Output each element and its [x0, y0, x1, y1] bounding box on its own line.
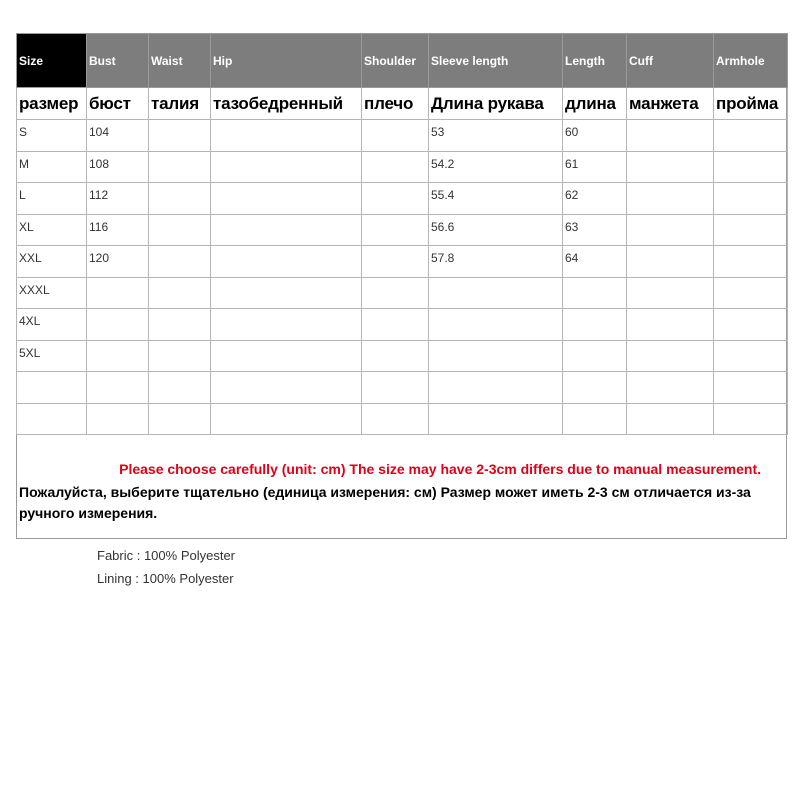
fabric-line: Fabric : 100% Polyester [97, 548, 236, 563]
measurement-cell [211, 120, 362, 152]
measurement-cell [714, 183, 788, 215]
column-header: Size [17, 34, 87, 88]
measurement-cell [563, 309, 627, 341]
measurement-cell: 54.2 [429, 151, 563, 183]
measurement-cell [627, 277, 714, 309]
column-header: Length [563, 34, 627, 88]
measurement-cell [362, 214, 429, 246]
table-row [17, 246, 788, 278]
column-header-ru: пройма [714, 88, 788, 120]
measurement-cell [714, 372, 788, 404]
measurement-cell [149, 183, 211, 215]
measurement-cell [714, 277, 788, 309]
measurement-cell [87, 372, 149, 404]
measurement-cell [211, 214, 362, 246]
measurement-cell [149, 340, 211, 372]
measurement-cell: 61 [563, 151, 627, 183]
measurement-cell [87, 309, 149, 341]
size-cell: XXL [17, 246, 87, 278]
table-row [17, 214, 788, 246]
measurement-cell: 53 [429, 120, 563, 152]
measurement-cell [429, 403, 563, 435]
measurement-cell [211, 372, 362, 404]
column-header-ru: бюст [87, 88, 149, 120]
size-cell: XL [17, 214, 87, 246]
measurement-cell: 120 [87, 246, 149, 278]
measurement-cell [429, 277, 563, 309]
column-header-ru: плечо [362, 88, 429, 120]
measurement-cell [627, 120, 714, 152]
measurement-cell [211, 183, 362, 215]
size-cell: M [17, 151, 87, 183]
measurement-cell [714, 246, 788, 278]
table-row [17, 340, 788, 372]
measurement-cell: 62 [563, 183, 627, 215]
measurement-cell: 116 [87, 214, 149, 246]
column-header: Armhole [714, 34, 788, 88]
measurement-cell: 60 [563, 120, 627, 152]
measurement-cell [714, 151, 788, 183]
column-header-ru: манжета [627, 88, 714, 120]
measurement-cell [714, 309, 788, 341]
measurement-cell: 108 [87, 151, 149, 183]
measurement-cell [429, 372, 563, 404]
column-header: Hip [211, 34, 362, 88]
measurement-cell [627, 151, 714, 183]
measurement-cell [714, 403, 788, 435]
measurement-cell [211, 151, 362, 183]
measurement-cell [149, 277, 211, 309]
measurement-cell: 64 [563, 246, 627, 278]
measurement-cell [149, 151, 211, 183]
lining-line: Lining : 100% Polyester [97, 571, 234, 586]
table-row [17, 277, 788, 309]
table-row [17, 183, 788, 215]
column-header-ru: тазобедренный [211, 88, 362, 120]
size-cell: 4XL [17, 309, 87, 341]
measurement-cell [627, 340, 714, 372]
measurement-cell [149, 372, 211, 404]
measurement-cell [714, 340, 788, 372]
measurement-cell [211, 403, 362, 435]
measurement-cell [87, 340, 149, 372]
measurement-cell [563, 277, 627, 309]
measurement-cell [714, 120, 788, 152]
column-header-ru: длина [563, 88, 627, 120]
column-header: Sleeve length [429, 34, 563, 88]
note-english: Please choose carefully (unit: cm) The size may have 2-3cm differs due to manual measurement. [119, 461, 761, 477]
measurement-cell [627, 372, 714, 404]
measurement-cell [627, 246, 714, 278]
table-row [17, 403, 788, 435]
measurement-cell: 112 [87, 183, 149, 215]
measurement-cell [362, 309, 429, 341]
size-table [16, 33, 788, 435]
measurement-cell: 55.4 [429, 183, 563, 215]
measurement-cell [211, 277, 362, 309]
measurement-cell [563, 340, 627, 372]
table-row [17, 309, 788, 341]
measurement-cell [149, 246, 211, 278]
measurement-cell [149, 120, 211, 152]
measurement-cell [362, 340, 429, 372]
measurement-cell [362, 372, 429, 404]
note-russian: Пожалуйста, выберите тщательно (единица измерения: см) Размер может иметь 2-3 см отличается из-за ручного измерения. [19, 484, 751, 521]
measurement-cell [714, 214, 788, 246]
column-header-ru: талия [149, 88, 211, 120]
measurement-cell [211, 246, 362, 278]
size-cell [17, 372, 87, 404]
measurement-cell [627, 309, 714, 341]
measurement-notes [17, 445, 786, 524]
measurement-cell [87, 277, 149, 309]
size-chart [16, 33, 787, 539]
table-row [17, 372, 788, 404]
measurement-cell [149, 309, 211, 341]
measurement-cell [563, 372, 627, 404]
measurement-cell [627, 403, 714, 435]
measurement-cell [362, 246, 429, 278]
size-cell [17, 403, 87, 435]
measurement-cell: 56.6 [429, 214, 563, 246]
fabric-info [97, 544, 235, 590]
column-header: Bust [87, 34, 149, 88]
measurement-cell [627, 183, 714, 215]
column-header-ru: Длина рукава [429, 88, 563, 120]
measurement-cell [429, 340, 563, 372]
size-cell: 5XL [17, 340, 87, 372]
measurement-cell [429, 309, 563, 341]
measurement-cell [362, 277, 429, 309]
measurement-cell [211, 309, 362, 341]
measurement-cell: 104 [87, 120, 149, 152]
table-row [17, 120, 788, 152]
measurement-cell [211, 340, 362, 372]
measurement-cell [627, 214, 714, 246]
measurement-cell [87, 403, 149, 435]
measurement-cell: 63 [563, 214, 627, 246]
measurement-cell: 57.8 [429, 246, 563, 278]
measurement-cell [149, 214, 211, 246]
measurement-cell [563, 403, 627, 435]
measurement-cell [362, 120, 429, 152]
size-cell: S [17, 120, 87, 152]
header-row-russian [17, 88, 788, 120]
measurement-cell [362, 183, 429, 215]
measurement-cell [362, 151, 429, 183]
header-row-english [17, 34, 788, 88]
measurement-cell [149, 403, 211, 435]
size-cell: L [17, 183, 87, 215]
size-cell: XXXL [17, 277, 87, 309]
column-header: Shoulder [362, 34, 429, 88]
measurement-cell [362, 403, 429, 435]
table-row [17, 151, 788, 183]
column-header: Waist [149, 34, 211, 88]
column-header-ru: размер [17, 88, 87, 120]
column-header: Cuff [627, 34, 714, 88]
